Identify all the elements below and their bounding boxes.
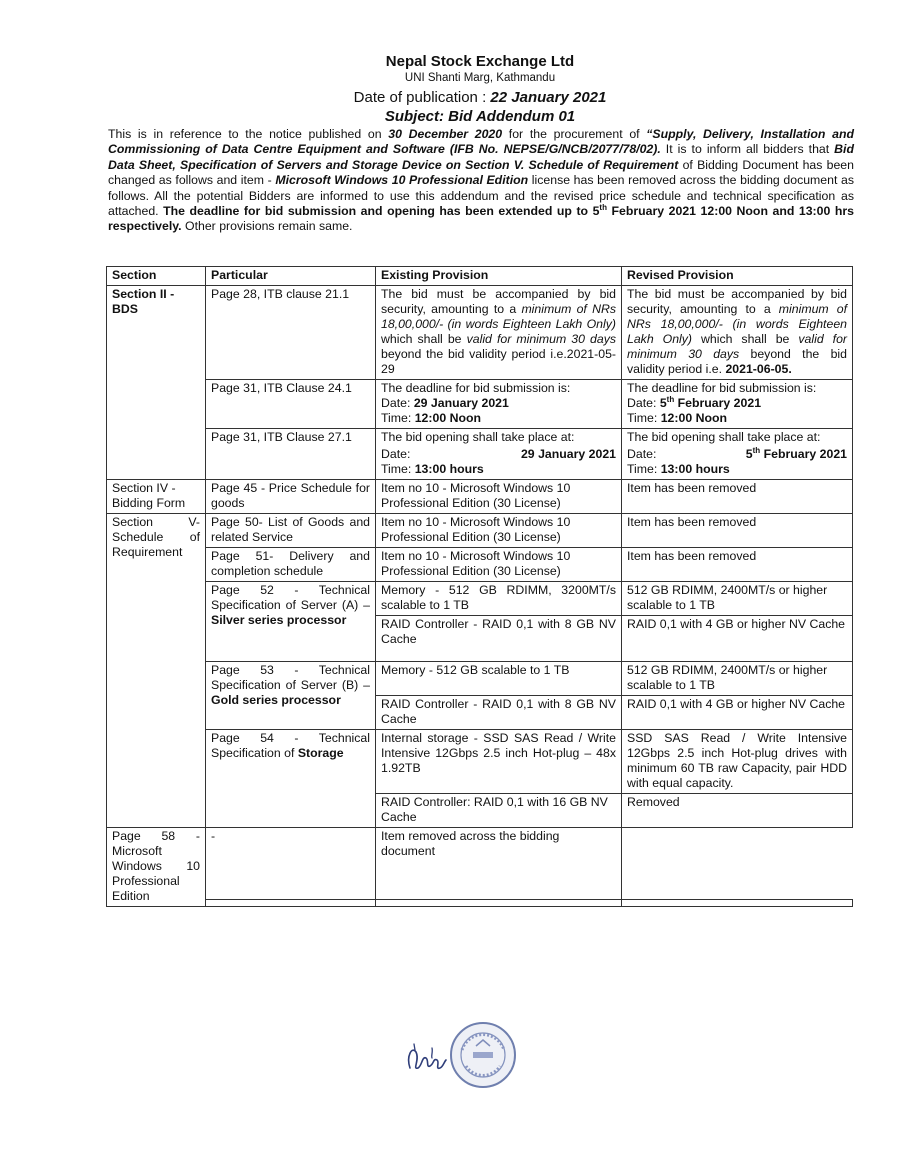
- particular-cell: Page 31, ITB Clause 27.1: [206, 429, 376, 480]
- signature-image: [402, 1038, 448, 1078]
- cell-text: The bid must be accompanied by bid security, amounting to a: [627, 287, 847, 316]
- cell-line: [627, 447, 847, 462]
- particular-cell: Page 50- List of Goods and related Service: [206, 514, 376, 548]
- existing-cell: Item no 10 - Microsoft Windows 10 Professional Edition (30 License): [376, 514, 622, 548]
- revised-cell: [622, 286, 853, 380]
- intro-removed-item: Microsoft Windows 10 Professional Edition: [275, 173, 529, 188]
- intro-deadline: The deadline for bid submission and opening has been extended up to 5: [163, 204, 600, 219]
- cell-line: The bid opening shall take place at:: [627, 430, 821, 444]
- intro-text: This is in reference to the notice published on: [108, 127, 389, 141]
- cell-text: Gold series processor: [211, 693, 341, 707]
- cell-line: [381, 462, 616, 477]
- revised-cell: RAID 0,1 with 4 GB or higher NV Cache: [622, 616, 853, 662]
- table-row: [107, 548, 853, 582]
- cell-text: Time:: [627, 411, 661, 425]
- revised-cell: 512 GB RDIMM, 2400MT/s or higher scalable to 1 TB: [622, 662, 853, 696]
- particular-cell: [206, 662, 376, 730]
- revised-cell: [622, 380, 853, 429]
- intro-text: for the procurement of: [502, 127, 647, 141]
- revised-cell: Item removed across the bidding document: [376, 828, 622, 900]
- revised-cell: SSD SAS Read / Write Intensive 12Gbps 2.5 inch Hot-plug drives with minimum 60 TB raw Capacity, pair HDD with equal capacity.: [622, 730, 853, 794]
- cell-text: 5: [659, 396, 667, 410]
- cell-text: 13:00 hours: [414, 462, 484, 476]
- cell-text: 12:00 Noon: [660, 411, 727, 425]
- subject-line: Subject: Bid Addendum 01: [384, 108, 576, 125]
- cell-text: Date:: [381, 447, 411, 461]
- revised-cell: Item has been removed: [622, 480, 853, 514]
- cell-text: minimum of NRs 18,00,000/- (in words Eighteen Lakh Only): [627, 302, 848, 346]
- cell-text: [746, 447, 847, 462]
- cell-text: Date:: [381, 396, 414, 410]
- cell-line: The bid opening shall take place at:: [381, 430, 575, 444]
- header-existing: Existing Provision: [376, 267, 622, 286]
- cell-text: Page 53 - Technical Specification of Server (B) –: [211, 663, 370, 692]
- cell-line: [627, 462, 847, 477]
- cell-text: 12:00 Noon: [414, 411, 481, 425]
- intro-text: Other provisions remain same.: [181, 219, 353, 234]
- cell-line: [627, 411, 847, 426]
- cell-text: The bid must be accompanied by bid security, amounting to a: [381, 287, 616, 316]
- particular-cell: Page 31, ITB Clause 24.1: [206, 380, 376, 429]
- table-row: [107, 429, 853, 480]
- existing-cell: [376, 380, 622, 429]
- cell-line: [381, 447, 616, 462]
- table-row: [107, 286, 853, 380]
- section-cell: Section II - BDS: [107, 286, 206, 480]
- particular-cell: Page 45 - Price Schedule for goods: [206, 480, 376, 514]
- table-row: [107, 662, 853, 696]
- revised-cell: Removed: [622, 794, 853, 828]
- table-row: [107, 900, 853, 907]
- table-row: [107, 514, 853, 548]
- cell-line: [381, 411, 616, 426]
- blank-cell: [622, 900, 853, 907]
- intro-notice-date: 30 December 2020: [388, 127, 503, 141]
- cell-text: Date:: [627, 447, 657, 461]
- cell-line: [627, 381, 847, 411]
- organization-name: Nepal Stock Exchange Ltd: [385, 53, 575, 70]
- cell-text: 5: [745, 447, 753, 461]
- cell-text: Page 54 - Technical Specification of: [211, 731, 370, 760]
- table-row: [107, 582, 853, 616]
- cell-line: The deadline for bid submission is:: [381, 381, 571, 395]
- section-cell: Section V- Schedule of Requirement: [107, 514, 206, 828]
- blank-cell: [206, 900, 376, 907]
- existing-cell: RAID Controller - RAID 0,1 with 8 GB NV Cache: [376, 696, 622, 730]
- table-row: [107, 730, 853, 794]
- header-revised: Revised Provision: [622, 267, 853, 286]
- cell-text: Storage: [297, 746, 344, 760]
- intro-changed-sections: Bid Data Sheet, Specification of Servers and Storage Device on Section V. Schedule of Requirement: [108, 142, 854, 172]
- particular-cell: [206, 582, 376, 662]
- cell-text: beyond the bid validity period i.e.2021-05-29: [381, 347, 616, 376]
- cell-text: Silver series processor: [211, 613, 347, 627]
- cell-text: 2021-06-05.: [725, 362, 792, 376]
- cell-text: valid for minimum 30 days: [466, 332, 616, 346]
- revised-cell: 512 GB RDIMM, 2400MT/s or higher scalable to 1 TB: [622, 582, 853, 616]
- cell-text: minimum of NRs 18,00,000/- (in words Eighteen Lakh Only): [381, 302, 616, 331]
- stamp-seal: [448, 1020, 518, 1090]
- cell-line: [381, 396, 616, 411]
- intro-text: license has been removed across the bidding document as follows. All the potential Bidders are informed to use this addendum and the revised price schedule and technical specification as attached.: [108, 173, 854, 219]
- particular-cell: Page 28, ITB clause 21.1: [206, 286, 376, 380]
- cell-text: which shall be: [381, 332, 467, 346]
- publication-date-label: Date of publication :: [353, 89, 487, 106]
- cell-text: February 2021: [760, 447, 847, 461]
- cell-text: Time:: [381, 462, 415, 476]
- cell-text: which shall be: [692, 332, 799, 346]
- cell-text: valid for minimum 30 days: [627, 332, 847, 361]
- cell-text: 13:00 hours: [660, 462, 730, 476]
- cell-text: 29 January 2021: [413, 396, 509, 410]
- intro-procurement-title: “Supply, Delivery, Installation and Commissioning of Data Centre Equipment and Software (IFB No. NEPSE/G/NCB/2077/78/02).: [108, 127, 854, 157]
- table-row: [107, 380, 853, 429]
- cell-text: The deadline for bid submission is: Date:: [627, 381, 817, 410]
- table-row: [107, 828, 853, 900]
- particular-cell: Page 58 - Microsoft Windows 10 Professional Edition: [107, 828, 206, 907]
- particular-cell: [206, 730, 376, 828]
- section-cell: Section IV - Bidding Form: [107, 480, 206, 514]
- existing-cell: Item no 10 - Microsoft Windows 10 Professional Edition (30 License): [376, 480, 622, 514]
- header-section: Section: [107, 267, 206, 286]
- cell-text: Time:: [627, 462, 661, 476]
- revised-cell: RAID 0,1 with 4 GB or higher NV Cache: [622, 696, 853, 730]
- existing-cell: Item no 10 - Microsoft Windows 10 Professional Edition (30 License): [376, 548, 622, 582]
- existing-cell: RAID Controller - RAID 0,1 with 8 GB NV Cache: [376, 616, 622, 662]
- existing-cell: [376, 429, 622, 480]
- cell-text: 29 January 2021: [520, 447, 616, 461]
- blank-cell: [376, 900, 622, 907]
- intro-text: of Bidding Document has been changed as follows and item -: [108, 157, 854, 188]
- publication-date-value: 22 January 2021: [490, 89, 607, 106]
- cell-text: th: [666, 394, 675, 404]
- intro-deadline-sup: th: [599, 202, 607, 212]
- cell-text: February 2021: [674, 396, 762, 410]
- revised-cell: Item has been removed: [622, 514, 853, 548]
- organization-address: UNI Shanti Marg, Kathmandu: [404, 72, 556, 84]
- cell-text: th: [752, 445, 761, 455]
- intro-deadline: February 2021 12:00 Noon and 13:00 hrs respectively.: [108, 204, 854, 234]
- table-row: [107, 480, 853, 514]
- table-header-row: [107, 267, 853, 286]
- existing-cell: Memory - 512 GB RDIMM, 3200MT/s scalable to 1 TB: [376, 582, 622, 616]
- existing-cell: RAID Controller: RAID 0,1 with 16 GB NV Cache: [376, 794, 622, 828]
- existing-cell: Internal storage - SSD SAS Read / Write Intensive 12Gbps 2.5 inch Hot-plug – 48x 1.92TB: [376, 730, 622, 794]
- intro-paragraph: [108, 127, 854, 235]
- revised-cell: [622, 429, 853, 480]
- cell-text: beyond the bid validity period i.e.: [627, 347, 847, 376]
- cell-text: Page 52 - Technical Specification of Server (A) –: [211, 583, 370, 612]
- particular-cell: Page 51- Delivery and completion schedule: [206, 548, 376, 582]
- intro-text: It is to inform all bidders that: [660, 142, 835, 157]
- revised-cell: Item has been removed: [622, 548, 853, 582]
- cell-text: Time:: [381, 411, 415, 425]
- existing-cell: -: [206, 828, 376, 900]
- header-particular: Particular: [206, 267, 376, 286]
- publication-date: [0, 89, 900, 106]
- existing-cell: [376, 286, 622, 380]
- addendum-table: [106, 266, 853, 907]
- existing-cell: Memory - 512 GB scalable to 1 TB: [376, 662, 622, 696]
